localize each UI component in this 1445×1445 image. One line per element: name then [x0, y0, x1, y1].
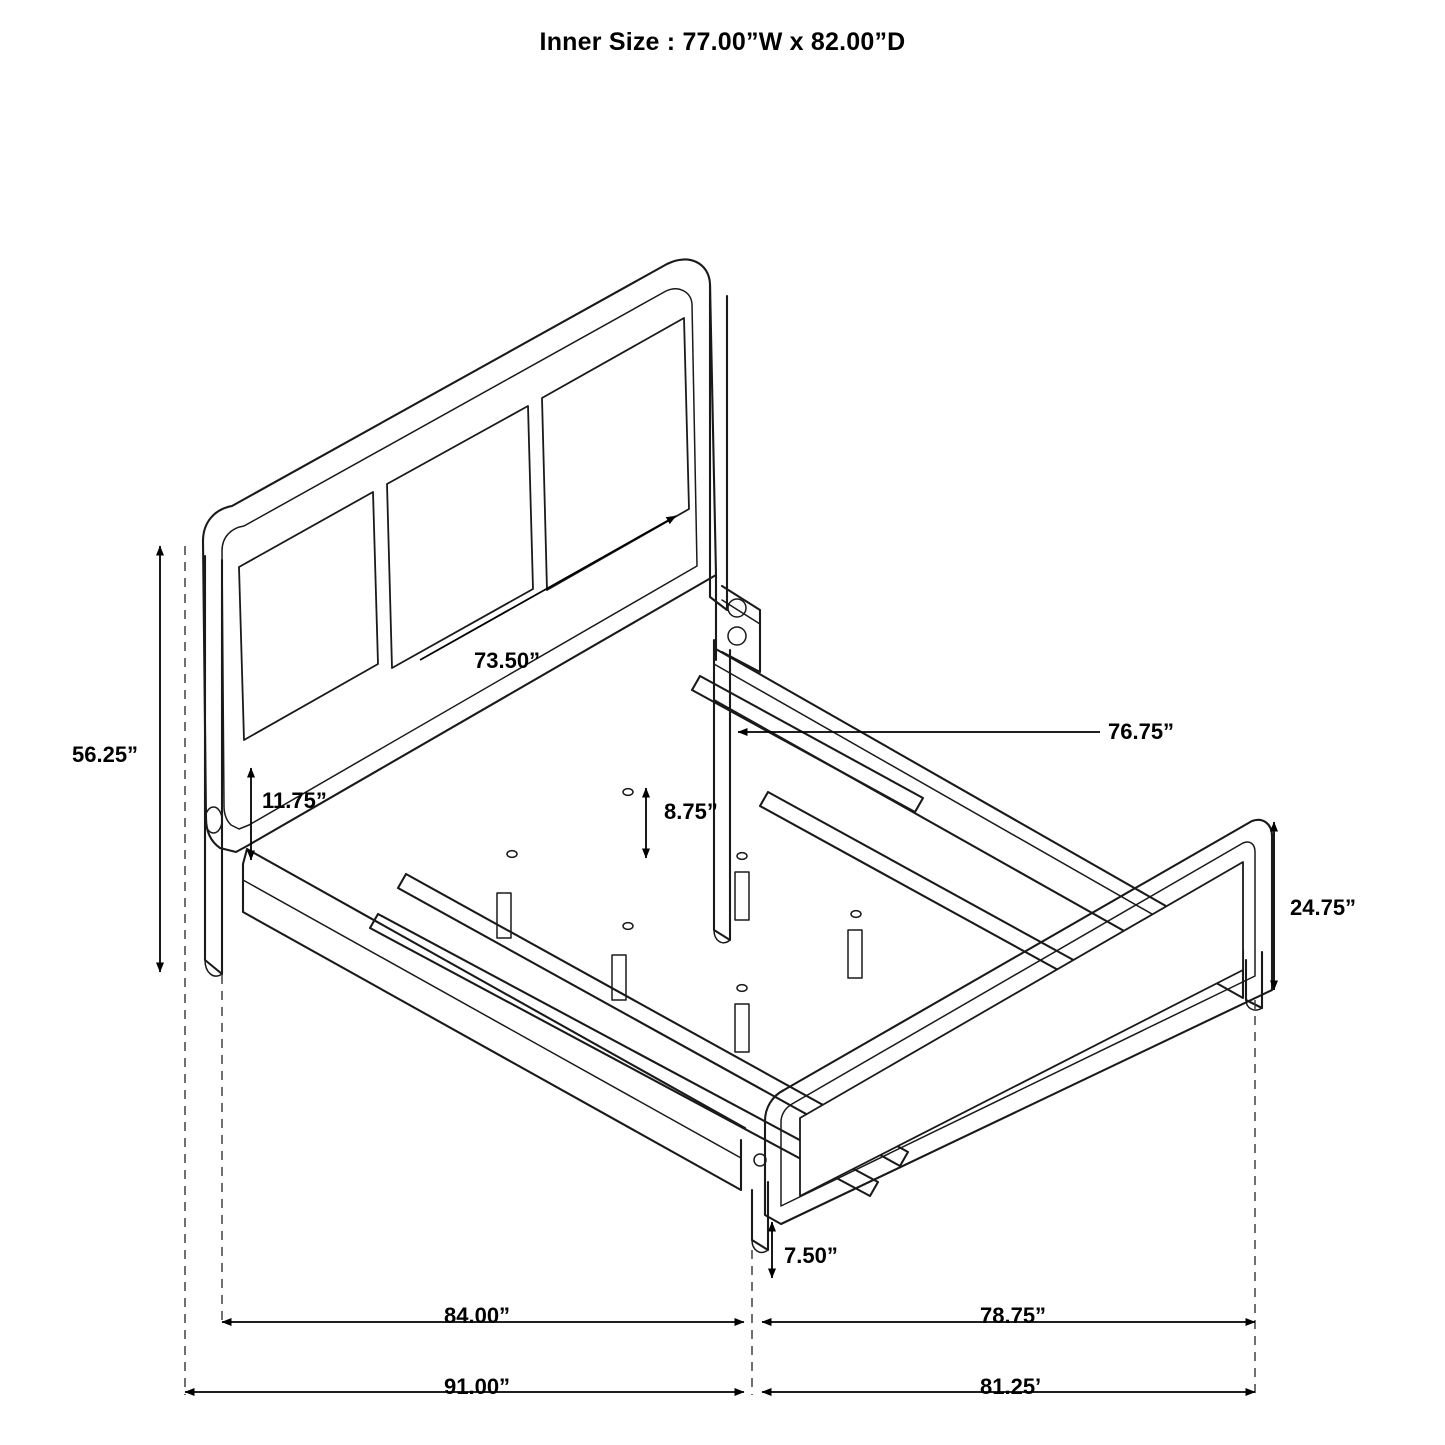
dim-label-slat-clearance: 8.75”	[664, 799, 718, 824]
dim-label-overall-width-81: 81.25’	[980, 1374, 1042, 1399]
page-title: Inner Size : 77.00”W x 82.00”D	[539, 28, 906, 56]
side-rails-group	[243, 648, 1243, 1196]
dim-label-headboard-panel-width: 73.50”	[474, 648, 541, 673]
footboard-group	[752, 820, 1272, 1253]
dim-label-floor-clearance: 7.50”	[784, 1243, 838, 1268]
dim-label-overall-side-84: 84.00”	[444, 1303, 511, 1328]
dim-label-overall-side-78: 78.75”	[980, 1303, 1047, 1328]
dim-label-headboard-clearance: 11.75”	[262, 788, 327, 813]
dim-label-footboard-height: 24.75”	[1290, 895, 1357, 920]
dim-label-overall-length-91: 91.00”	[444, 1374, 511, 1399]
dim-label-headboard-height: 56.25”	[72, 742, 139, 767]
dim-label-rail-inner-width: 76.75”	[1108, 719, 1175, 744]
